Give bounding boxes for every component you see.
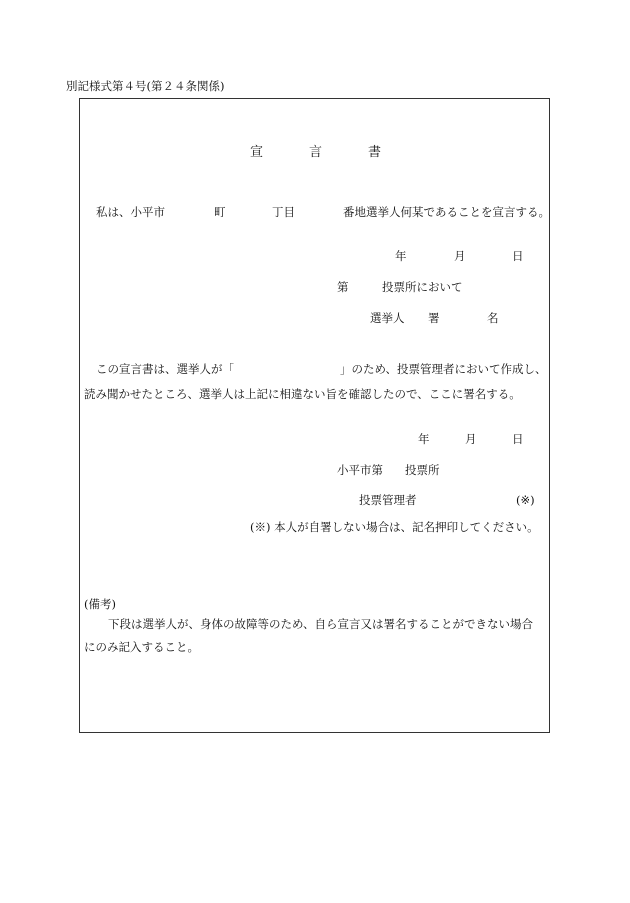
- date1-year: 年: [395, 249, 407, 263]
- para2-line1-start: この宣言書は、選挙人が「: [96, 362, 234, 376]
- title-char-3: 書: [368, 145, 382, 160]
- title-char-2: 言: [309, 145, 323, 160]
- para2-line1-end: 」のため、投票管理者において作成し、: [340, 362, 547, 376]
- date2-month: 月: [465, 432, 477, 446]
- polling1-dai: 第: [337, 280, 349, 294]
- title-char-1: 宣: [250, 145, 264, 160]
- polling1-place: 投票所において: [382, 280, 463, 294]
- form-number-label: 別記様式第４号(第２４条関係): [66, 79, 225, 93]
- date2-day: 日: [512, 432, 524, 446]
- polling2-place: 投票所: [405, 463, 440, 477]
- signer1-voter: 選挙人: [370, 311, 405, 325]
- polling2-city: 小平市第: [337, 463, 383, 477]
- declaration-chome: 丁目: [272, 205, 295, 219]
- date1-month: 月: [454, 249, 466, 263]
- remarks-line2: にのみ記入すること。: [84, 640, 199, 654]
- manager-mark: (※): [516, 493, 535, 507]
- declaration-suffix: 番地選挙人何某であることを宣言する。: [343, 205, 550, 219]
- signature-note: (※) 本人が自署しない場合は、記名押印してください。: [250, 520, 539, 534]
- declaration-prefix: 私は、小平市: [96, 205, 165, 219]
- date2-year: 年: [418, 432, 430, 446]
- signer1-sho: 署: [428, 311, 440, 325]
- date1-day: 日: [512, 249, 524, 263]
- signer1-mei: 名: [487, 311, 499, 325]
- remarks-heading: (備考): [84, 597, 116, 611]
- manager-label: 投票管理者: [359, 493, 417, 507]
- declaration-form-frame: [79, 98, 550, 733]
- para2-line2: 読み聞かせたところ、選挙人は上記に相違ない旨を確認したので、ここに署名する。: [84, 387, 521, 401]
- remarks-line1: 下段は選挙人が、身体の故障等のため、自ら宣言又は署名することができない場合: [108, 617, 534, 631]
- declaration-cho: 町: [214, 205, 226, 219]
